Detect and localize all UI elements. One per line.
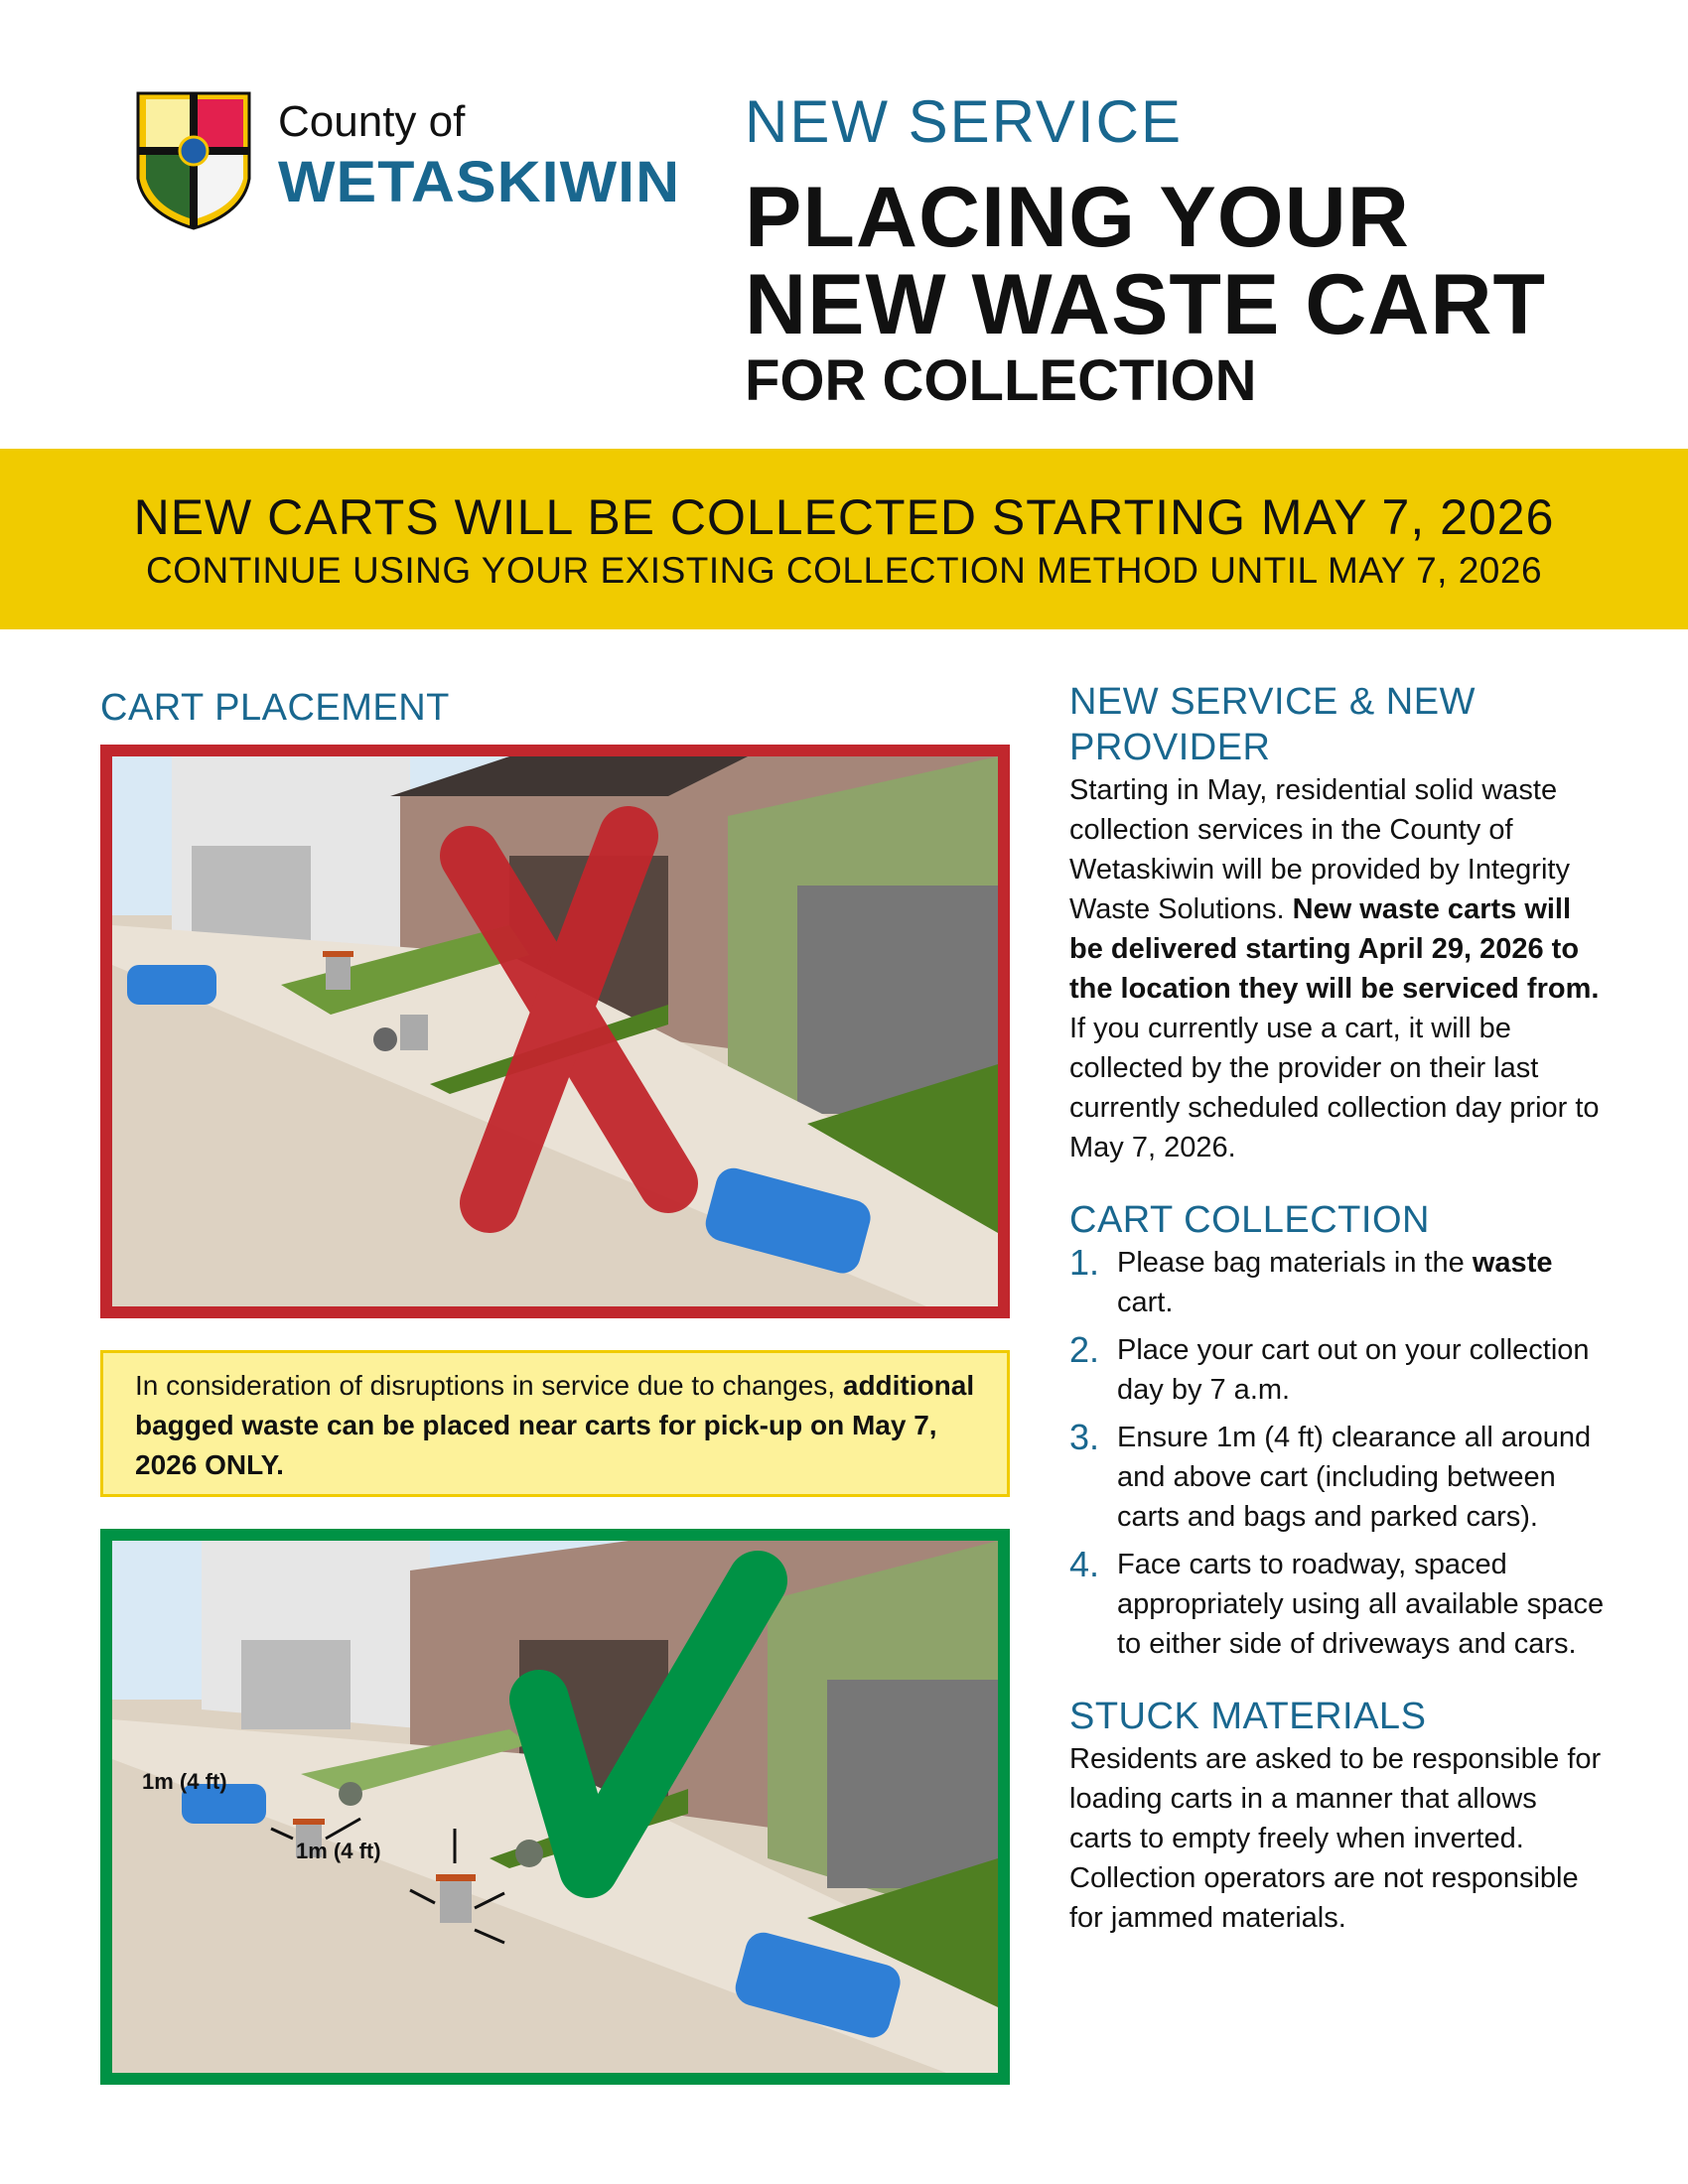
text: Place your cart out on your collection day by 7 a.m.	[1117, 1334, 1590, 1406]
step-number: 1.	[1069, 1242, 1100, 1283]
bold-text: waste	[1472, 1247, 1553, 1279]
cart-placement-heading: CART PLACEMENT	[100, 687, 450, 729]
right-column	[1069, 679, 1606, 1968]
bagged-waste-notice	[100, 1350, 1010, 1497]
waste-cart-icon	[436, 1874, 476, 1923]
list-item	[1069, 1243, 1606, 1322]
list-item	[1069, 1545, 1606, 1664]
garbage-bag-icon	[339, 1782, 362, 1806]
text: If you currently use a cart, it will be collected by the provider on their last currently scheduled collection day prior to May 7, 2026.	[1069, 1013, 1600, 1163]
clearance-label: 1m (4 ft)	[142, 1769, 227, 1794]
logo-county-of: County of	[278, 97, 466, 146]
text: Please bag materials in the	[1117, 1247, 1473, 1279]
text: Face carts to roadway, spaced appropriately using all available space to either side of driveways and cars.	[1117, 1549, 1605, 1660]
notice-bold-text: additional bagged waste can be placed near carts for pick-up on May 7, 2026 ONLY.	[135, 1370, 975, 1480]
title-line-1: PLACING YOUR	[745, 170, 1410, 265]
text: cart.	[1117, 1287, 1174, 1318]
text: Starting in May, residential solid waste collection services in the County of Wetaskiwin will be provided by Integrity Waste Solutions.	[1069, 774, 1570, 925]
date-banner	[0, 449, 1688, 629]
list-item	[1069, 1418, 1606, 1537]
collection-steps	[1069, 1243, 1606, 1664]
car-icon	[127, 965, 216, 1005]
notice-text: In consideration of disruptions in service due to changes,	[135, 1370, 843, 1401]
title-line-3: FOR COLLECTION	[745, 348, 1257, 413]
incorrect-placement-illustration	[100, 745, 1010, 1318]
bold-text: New waste carts will be delivered starting April 29, 2026 to the location they will be serviced from.	[1069, 893, 1600, 1005]
new-service-text	[1069, 770, 1606, 1167]
title-line-2: NEW WASTE CART	[745, 257, 1547, 352]
list-item	[1069, 1330, 1606, 1410]
clearance-label: 1m (4 ft)	[296, 1839, 381, 1863]
county-crest-logo	[134, 89, 253, 233]
step-number: 4.	[1069, 1544, 1100, 1584]
logo-wetaskiwin: WETASKIWIN	[278, 150, 681, 214]
new-service-heading: NEW SERVICE & NEW PROVIDER	[1069, 681, 1476, 768]
kicker: NEW SERVICE	[745, 88, 1183, 155]
step-number: 3.	[1069, 1417, 1100, 1457]
garbage-bag-icon	[515, 1840, 543, 1867]
text: Ensure 1m (4 ft) clearance all around and above cart (including between carts and bags and parked cars).	[1117, 1422, 1592, 1533]
stuck-materials-heading: STUCK MATERIALS	[1069, 1696, 1427, 1737]
correct-placement-illustration	[100, 1529, 1010, 2085]
cart-collection-heading: CART COLLECTION	[1069, 1199, 1430, 1241]
stuck-materials-text: Residents are asked to be responsible for loading carts in a manner that allows carts to empty freely when inverted. Collection operators are not responsible for jammed materials.	[1069, 1743, 1602, 1934]
waste-cart-icon	[323, 951, 353, 990]
banner-line-2: CONTINUE USING YOUR EXISTING COLLECTION METHOD UNTIL MAY 7, 2026	[145, 550, 1543, 591]
banner-line-1: NEW CARTS WILL BE COLLECTED STARTING MAY 7, 2026	[133, 489, 1555, 545]
step-number: 2.	[1069, 1329, 1100, 1370]
